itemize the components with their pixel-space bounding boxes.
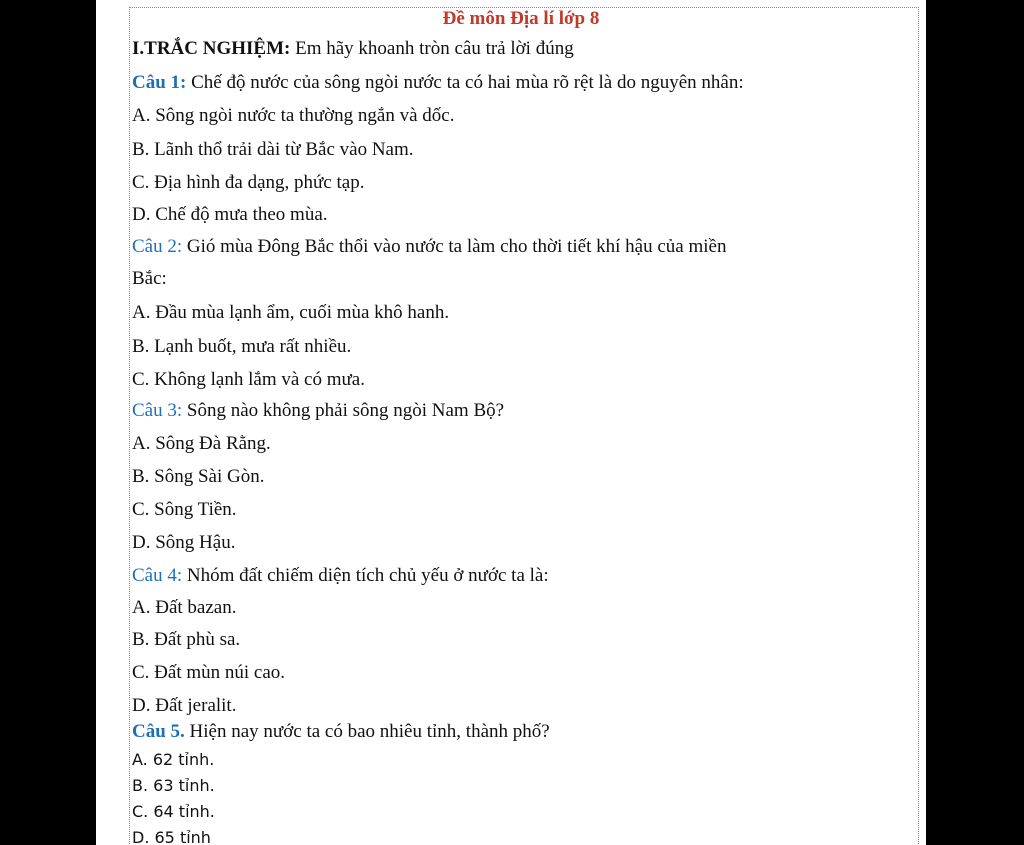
question-1-label: Câu 1: — [132, 72, 187, 93]
question-1-option-c: C. Địa hình đa dạng, phức tạp. — [132, 172, 365, 193]
question-2-option-a: A. Đầu mùa lạnh ẩm, cuối mùa khô hanh. — [132, 302, 450, 323]
question-2 — [132, 236, 726, 258]
question-1 — [132, 72, 744, 94]
question-1-text: Chế độ nước của sông ngòi nước ta có hai mùa rõ rệt là do nguyên nhân: — [186, 72, 744, 93]
question-4-text: Nhóm đất chiếm diện tích chủ yếu ở nước ta là: — [182, 565, 549, 586]
section-instruction: Em hãy khoanh tròn câu trả lời đúng — [290, 38, 574, 59]
page-border — [129, 7, 919, 845]
question-1-option-d: D. Chế độ mưa theo mùa. — [132, 204, 328, 225]
question-4-option-a: A. Đất bazan. — [132, 597, 237, 618]
question-2-text-cont: Bắc: — [132, 268, 167, 289]
question-2-label: Câu 2: — [132, 236, 183, 257]
section-heading-line — [132, 38, 574, 60]
question-3-option-c: C. Sông Tiền. — [132, 499, 237, 520]
question-5-option-a: A. 62 tỉnh. — [132, 750, 215, 769]
question-3-label: Câu 3: — [132, 400, 183, 421]
question-5-label: Câu 5. — [132, 721, 185, 742]
question-5-option-d: D. 65 tỉnh — [132, 828, 211, 845]
question-3-option-a: A. Sông Đà Rằng. — [132, 433, 271, 454]
question-5 — [132, 721, 550, 743]
question-2-option-b: B. Lạnh buốt, mưa rất nhiều. — [132, 336, 352, 357]
document-title: Đề môn Địa lí lớp 8 — [442, 8, 600, 29]
question-4-option-c: C. Đất mùn núi cao. — [132, 662, 286, 683]
question-5-text: Hiện nay nước ta có bao nhiêu tỉnh, thành phố? — [184, 721, 550, 742]
question-3-text: Sông nào không phải sông ngòi Nam Bộ? — [182, 400, 505, 421]
question-4 — [132, 565, 549, 587]
question-2-text: Gió mùa Đông Bắc thổi vào nước ta làm cho thời tiết khí hậu của miền — [182, 236, 727, 257]
question-4-label: Câu 4: — [132, 565, 183, 586]
question-3 — [132, 400, 504, 422]
question-4-option-b: B. Đất phù sa. — [132, 629, 241, 650]
question-3-option-b: B. Sông Sài Gòn. — [132, 466, 265, 487]
question-4-option-d: D. Đất jeralit. — [132, 695, 237, 716]
question-3-option-d: D. Sông Hậu. — [132, 532, 236, 553]
section-heading: I.TRẮC NGHIỆM: — [132, 38, 291, 59]
question-2-option-c: C. Không lạnh lắm và có mưa. — [132, 369, 365, 390]
question-1-option-b: B. Lãnh thổ trải dài từ Bắc vào Nam. — [132, 139, 414, 160]
question-5-option-c: C. 64 tỉnh. — [132, 802, 215, 821]
question-5-option-b: B. 63 tỉnh. — [132, 776, 215, 795]
document-page — [96, 0, 926, 845]
question-1-option-a: A. Sông ngòi nước ta thường ngắn và dốc. — [132, 105, 455, 126]
